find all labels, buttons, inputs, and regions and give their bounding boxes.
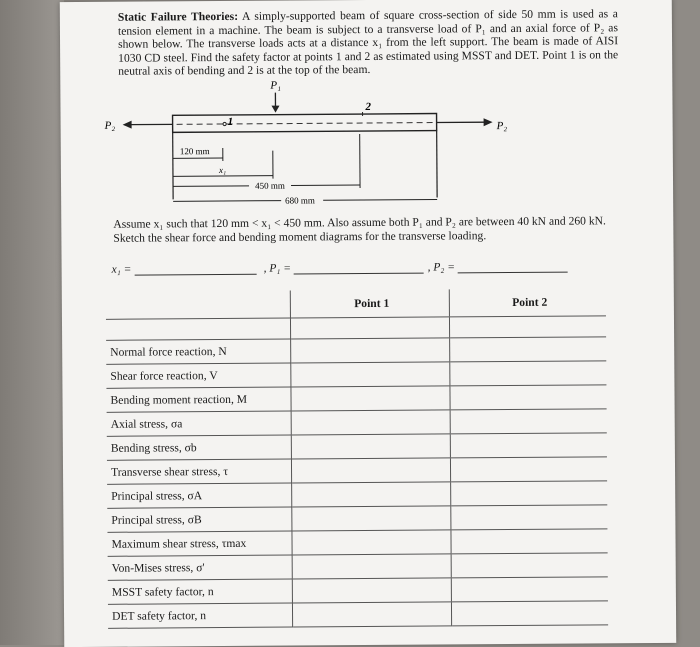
x1-answer xyxy=(112,263,257,276)
cell-point-1[interactable] xyxy=(292,530,451,555)
cell-point-2[interactable] xyxy=(450,457,607,482)
cell-point-2[interactable] xyxy=(449,337,606,362)
cell-point-1[interactable] xyxy=(292,602,451,627)
table-row xyxy=(106,361,606,388)
cell-point-1[interactable] xyxy=(291,386,450,411)
answer-line xyxy=(112,260,632,264)
cell-point-1[interactable] xyxy=(291,362,450,387)
table-row xyxy=(106,385,606,412)
worksheet-page xyxy=(60,0,676,647)
p2-right-label: P₂ xyxy=(496,120,508,132)
p1-answer-blank[interactable] xyxy=(294,262,424,275)
spacer-cell-p2[interactable] xyxy=(449,316,606,338)
spacer-cell xyxy=(106,318,291,340)
cell-point-1[interactable] xyxy=(291,458,450,483)
assumption-text: Assume x₁ such that 120 mm < x₁ < 450 mm. Also assume both P₁ and P₂ are between 40 kN and 260 kN. Sketch the shear force and bending moment diagrams for the transverse loading. xyxy=(113,214,623,246)
cell-point-2[interactable] xyxy=(451,601,608,626)
p1-label: P₁ xyxy=(269,80,281,92)
table-row xyxy=(106,337,606,364)
header-point-1: Point 1 xyxy=(290,289,449,318)
spacer-cell-p1[interactable] xyxy=(290,317,449,339)
neutral-axis xyxy=(177,123,435,125)
p2-answer-blank[interactable] xyxy=(458,261,568,274)
row-label: Shear force reaction, V xyxy=(106,363,291,388)
x1-answer-label: x₁ = xyxy=(112,264,132,276)
cell-point-2[interactable] xyxy=(450,361,607,386)
table-row xyxy=(107,409,607,436)
cell-point-1[interactable] xyxy=(291,410,450,435)
results-table xyxy=(106,288,608,628)
row-label: Maximum shear stress, τmax xyxy=(107,531,292,556)
dim-450-label: 450 mm xyxy=(255,181,285,191)
table-row xyxy=(107,457,607,484)
row-label: Principal stress, σB xyxy=(107,507,292,532)
p2-left-arrow-head xyxy=(123,121,132,129)
table-row xyxy=(107,529,607,556)
beam-diagram xyxy=(100,77,561,210)
dim-680-line-a xyxy=(173,201,281,202)
cell-point-1[interactable] xyxy=(291,338,450,363)
row-label: Transverse shear stress, τ xyxy=(107,459,292,484)
row-label: Principal stress, σA xyxy=(107,483,292,508)
table-row xyxy=(107,481,607,508)
p2-left-label: P₂ xyxy=(104,120,116,132)
cell-point-1[interactable] xyxy=(291,434,450,459)
row-label: MSST safety factor, n xyxy=(108,579,293,604)
cell-point-2[interactable] xyxy=(451,505,608,530)
row-label: Normal force reaction, N xyxy=(106,339,291,364)
row-label: Bending stress, σb xyxy=(107,435,292,460)
row-label: Axial stress, σa xyxy=(107,411,292,436)
table-header-row xyxy=(106,288,606,319)
table-row xyxy=(108,553,608,580)
header-point-2: Point 2 xyxy=(449,288,606,317)
cell-point-2[interactable] xyxy=(450,409,607,434)
cell-point-1[interactable] xyxy=(292,506,451,531)
x1-answer-blank[interactable] xyxy=(134,263,256,276)
p2-right-arrow-head xyxy=(484,118,493,126)
dim-x1-line xyxy=(173,176,273,177)
table-row xyxy=(108,601,608,628)
dim-680-label: 680 mm xyxy=(285,195,315,205)
dim-120-label: 120 mm xyxy=(180,146,210,156)
cell-point-1[interactable] xyxy=(292,482,451,507)
cell-point-2[interactable] xyxy=(450,433,607,458)
p1-answer xyxy=(264,262,424,275)
background-page-edge xyxy=(0,0,64,645)
point-1-label: 1 xyxy=(228,116,234,128)
p1-answer-label: , P₁ = xyxy=(264,263,292,275)
header-blank-cell xyxy=(106,291,291,320)
row-label: Von-Mises stress, σ' xyxy=(108,555,293,580)
table-row xyxy=(107,433,607,460)
cell-point-2[interactable] xyxy=(451,577,608,602)
cell-point-1[interactable] xyxy=(292,578,451,603)
dim-680-line-b xyxy=(323,200,437,201)
cell-point-2[interactable] xyxy=(451,553,608,578)
dim-x1-label: x₁ xyxy=(218,165,226,175)
p1-arrow-head xyxy=(271,106,279,113)
problem-statement xyxy=(118,7,618,78)
row-label: DET safety factor, n xyxy=(108,603,293,628)
problem-text: A simply-supported beam of square cross-section of side 50 mm is used as a tension element in a machine. The beam is subject to a transverse load of P₁ and an axial force of P₂ as shown below. The transverse loads acts at a distance x₁ from the left support. The beam is made of AISI 1030 CD steel. Find the safety factor at points 1 and 2 as estimated using MSST and DET. Point 1 is on the neutral axis of bending and 2 is at the top of the beam. xyxy=(118,7,618,78)
table-row xyxy=(107,505,607,532)
cell-point-1[interactable] xyxy=(292,554,451,579)
cell-point-2[interactable] xyxy=(451,529,608,554)
cell-point-2[interactable] xyxy=(450,481,607,506)
table-row xyxy=(108,577,608,604)
p2-answer xyxy=(428,261,568,274)
problem-title: Static Failure Theories: xyxy=(118,10,238,24)
dim-450-line-a xyxy=(173,186,249,187)
row-label: Bending moment reaction, M xyxy=(106,387,291,412)
point-2-label: 2 xyxy=(364,101,371,113)
cell-point-2[interactable] xyxy=(450,385,607,410)
point-1-marker xyxy=(223,122,226,125)
p2-answer-label: , P₂ = xyxy=(428,261,456,273)
